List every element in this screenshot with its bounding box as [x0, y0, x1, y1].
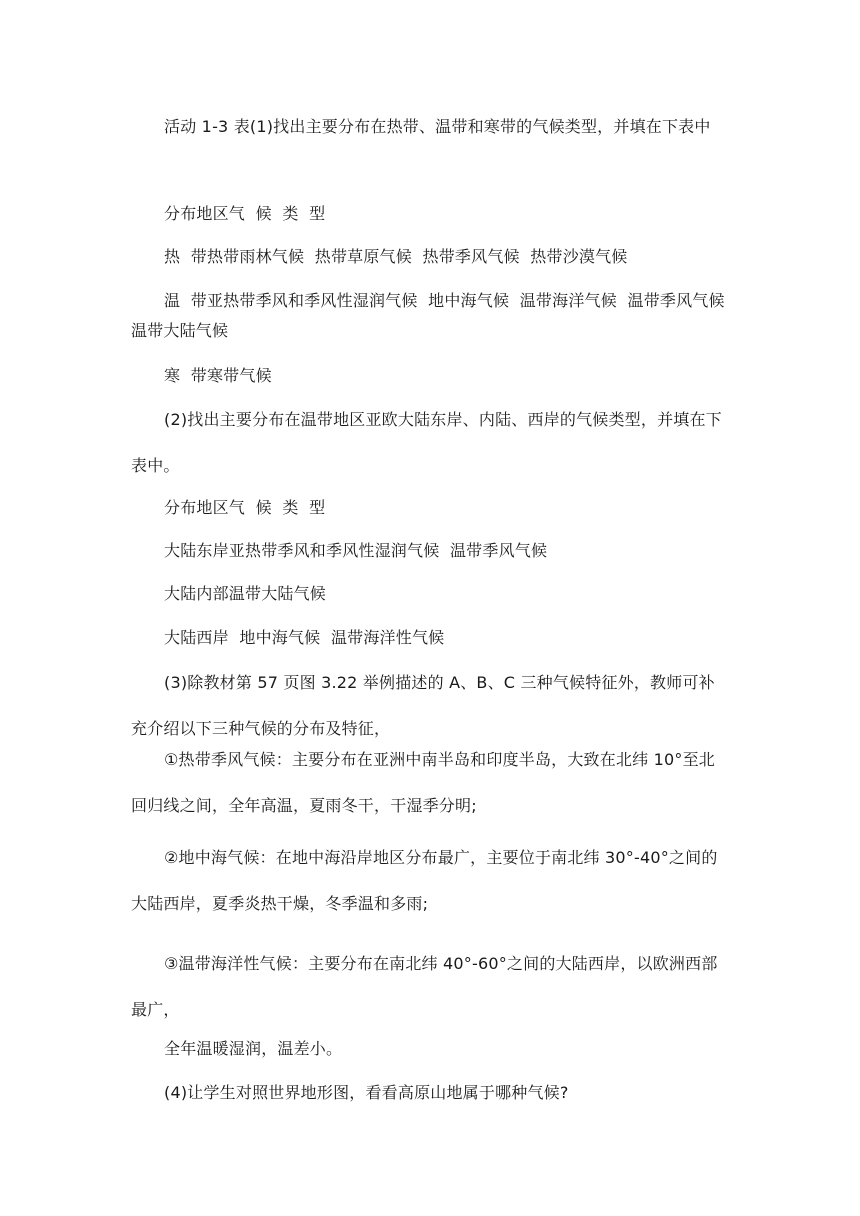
paragraph-mediterranean: ②地中海气候：在地中海沿岸地区分布最广，主要位于南北纬 30°-40°之间的大陆西岸，夏季炎热干燥，冬季温和多雨; — [131, 848, 718, 913]
table1-header: 分布地区气 候 类 型 — [164, 204, 326, 223]
paragraph-tropical-monsoon: ①热带季风气候：主要分布在亚洲中南半岛和印度半岛，大致在北纬 10°至北回归线之间，全年高温，夏雨冬干，干湿季分明; — [131, 750, 715, 815]
table2-header: 分布地区气 候 类 型 — [164, 498, 326, 517]
paragraph-activity-1-3-part1: 活动 1-3 表(1)找出主要分布在热带、温带和寒带的气候类型，并填在下表中 — [164, 117, 711, 136]
paragraph-temperate-maritime: ③温带海洋性气候：主要分布在南北纬 40°-60°之间的大陆西岸，以欧洲西部最广， — [131, 954, 718, 1019]
paragraph-part3: (3)除教材第 57 页图 3.22 举例描述的 A、B、C 三种气候特征外，教师可补充介绍以下三种气候的分布及特征， — [131, 673, 715, 738]
table1-row-tropical: 热 带热带雨林气候 热带草原气候 热带季风气候 热带沙漠气候 — [164, 247, 628, 266]
table1-row-frigid: 寒 带寒带气候 — [164, 366, 272, 385]
paragraph-temperate-maritime-cont: 全年温暖湿润，温差小。 — [164, 1039, 343, 1058]
table2-row-west-coast: 大陆西岸 地中海气候 温带海洋性气候 — [164, 628, 445, 647]
paragraph-part2: (2)找出主要分布在温带地区亚欧大陆东岸、内陆、西岸的气候类型，并填在下表中。 — [131, 410, 722, 475]
paragraph-part4: (4)让学生对照世界地形图，看看高原山地属于哪种气候? — [164, 1083, 569, 1102]
table1-row-temperate: 温 带亚热带季风和季风性湿润气候 地中海气候 温带海洋气候 温带季风气候 温带大陆气候 — [131, 291, 736, 340]
table2-row-interior: 大陆内部温带大陆气候 — [164, 584, 327, 603]
table2-row-east-coast: 大陆东岸亚热带季风和季风性湿润气候 温带季风气候 — [164, 541, 548, 560]
